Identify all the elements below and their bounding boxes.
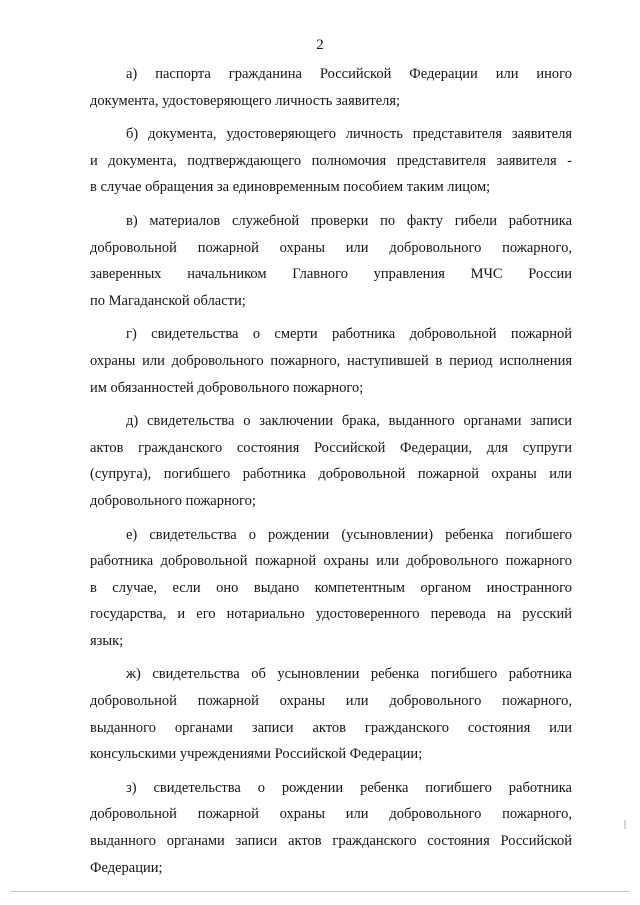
text-line: (супруга), погибшего работника добровольной пожарной охраны или bbox=[90, 466, 572, 483]
scan-artifact bbox=[624, 820, 626, 829]
text-line: добровольного пожарного; bbox=[90, 492, 256, 509]
text-line: е) свидетельства о рождении (усыновлении) ребенка погибшего bbox=[126, 526, 572, 543]
paragraph-z bbox=[90, 775, 572, 881]
document-body bbox=[90, 61, 572, 888]
text-line: Федерации; bbox=[90, 859, 163, 876]
text-line: д) свидетельства о заключении брака, выданного органами записи bbox=[126, 413, 572, 430]
text-line: добровольной пожарной охраны или добровольного пожарного, bbox=[90, 693, 572, 710]
text-line: выданного органами записи актов гражданского состояния или bbox=[90, 719, 572, 736]
text-line: и документа, подтверждающего полномочия представителя заявителя - bbox=[90, 152, 572, 169]
text-line: добровольной пожарной охраны или добровольного пожарного, bbox=[90, 806, 572, 823]
text-line: г) свидетельства о смерти работника добровольной пожарной bbox=[126, 326, 572, 343]
paragraph-e bbox=[90, 522, 572, 655]
text-line: выданного органами записи актов гражданского состояния Российской bbox=[90, 833, 572, 850]
text-line: а) паспорта гражданина Российской Федерации или иного bbox=[126, 66, 572, 82]
text-line: по Магаданской области; bbox=[90, 292, 246, 309]
scan-edge-line bbox=[10, 891, 630, 892]
paragraph-v bbox=[90, 208, 572, 314]
paragraph-d bbox=[90, 408, 572, 514]
text-line: добровольной пожарной охраны или добровольного пожарного, bbox=[90, 239, 572, 256]
text-line: документа, удостоверяющего личность заявителя; bbox=[90, 92, 401, 109]
text-line: ж) свидетельства об усыновлении ребенка погибшего работника bbox=[126, 666, 572, 683]
text-line: государства, и его нотариально удостоверенного перевода на русский bbox=[90, 606, 572, 623]
text-line: им обязанностей добровольного пожарного; bbox=[90, 379, 364, 396]
paragraph-a bbox=[90, 61, 572, 114]
paragraph-b bbox=[90, 121, 572, 201]
text-line: з) свидетельства о рождении ребенка погибшего работника bbox=[126, 779, 572, 796]
text-line: актов гражданского состояния Российской Федерации, для супруги bbox=[90, 439, 572, 456]
text-line: язык; bbox=[90, 632, 124, 649]
text-line: работника добровольной пожарной охраны или добровольного пожарного bbox=[90, 553, 572, 570]
paragraph-g bbox=[90, 321, 572, 401]
text-line: в) материалов служебной проверки по факту гибели работника bbox=[126, 212, 572, 229]
text-line: охраны или добровольного пожарного, наступившей в период исполнения bbox=[90, 352, 572, 369]
text-line: заверенных начальником Главного управления МЧС России bbox=[90, 266, 572, 283]
page-number: 2 bbox=[316, 37, 324, 53]
text-line: б) документа, удостоверяющего личность представителя заявителя bbox=[126, 126, 572, 143]
paragraph-zh bbox=[90, 661, 572, 767]
text-line: в случае, если оно выдано компетентным органом иностранного bbox=[90, 579, 572, 596]
text-line: консульскими учреждениями Российской Федерации; bbox=[90, 746, 423, 763]
text-line: в случае обращения за единовременным пособием таким лицом; bbox=[90, 179, 491, 196]
